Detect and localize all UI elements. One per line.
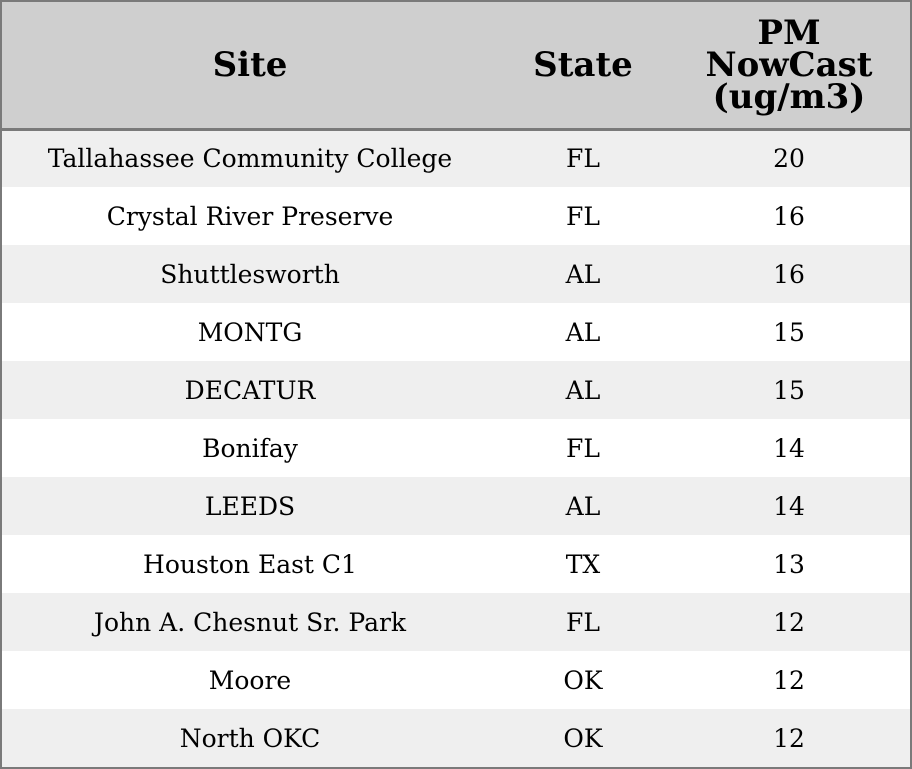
header-pm-line-3: (ug/m3) <box>712 76 866 117</box>
header-state-label: State <box>533 44 633 85</box>
cell-pm: 16 <box>773 201 805 231</box>
cell-pm: 14 <box>773 491 805 521</box>
cell-pm: 14 <box>773 433 805 463</box>
cell-state: OK <box>563 723 603 753</box>
header-row <box>2 2 910 129</box>
table-row <box>2 651 910 709</box>
table-row <box>2 419 910 477</box>
table-row <box>2 187 910 245</box>
cell-site: DECATUR <box>184 375 316 405</box>
cell-pm: 12 <box>773 665 805 695</box>
cell-site: Bonifay <box>202 433 298 463</box>
cell-pm: 16 <box>773 259 805 289</box>
cell-state: FL <box>566 433 600 463</box>
table-row <box>2 709 910 767</box>
table-row <box>2 477 910 535</box>
table-row <box>2 361 910 419</box>
cell-site: Tallahassee Community College <box>47 144 453 174</box>
table-row <box>2 129 910 187</box>
cell-pm: 20 <box>773 144 805 174</box>
table-row <box>2 593 910 651</box>
cell-site: Moore <box>208 665 292 695</box>
cell-site: MONTG <box>197 317 303 347</box>
cell-state: AL <box>565 375 601 405</box>
cell-state: AL <box>565 491 601 521</box>
cell-state: FL <box>566 144 600 174</box>
cell-state: FL <box>566 201 600 231</box>
cell-state: OK <box>563 665 603 695</box>
table-header <box>2 2 910 129</box>
cell-site: Houston East C1 <box>143 549 357 579</box>
cell-pm: 15 <box>773 317 805 347</box>
header-site-label: Site <box>212 44 288 85</box>
cell-state: AL <box>565 259 601 289</box>
cell-site: Crystal River Preserve <box>106 201 394 231</box>
header-pm-line-2: NowCast <box>705 44 873 85</box>
cell-state: FL <box>566 607 600 637</box>
cell-pm: 12 <box>773 607 805 637</box>
table-body <box>2 129 910 767</box>
cell-site: John A. Chesnut Sr. Park <box>93 607 407 637</box>
cell-site: Shuttlesworth <box>160 259 340 289</box>
table-row <box>2 535 910 593</box>
header-pm-line-1: PM <box>757 12 821 53</box>
cell-pm: 13 <box>773 549 805 579</box>
cell-state: AL <box>565 317 601 347</box>
pm-nowcast-table <box>2 2 910 767</box>
table-row <box>2 303 910 361</box>
header-site <box>2 2 498 129</box>
cell-site: North OKC <box>179 723 321 753</box>
cell-pm: 15 <box>773 375 805 405</box>
cell-site: LEEDS <box>204 491 296 521</box>
table-row <box>2 245 910 303</box>
header-pm-nowcast <box>668 2 910 129</box>
cell-state: TX <box>565 549 601 579</box>
header-state <box>498 2 668 129</box>
cell-pm: 12 <box>773 723 805 753</box>
